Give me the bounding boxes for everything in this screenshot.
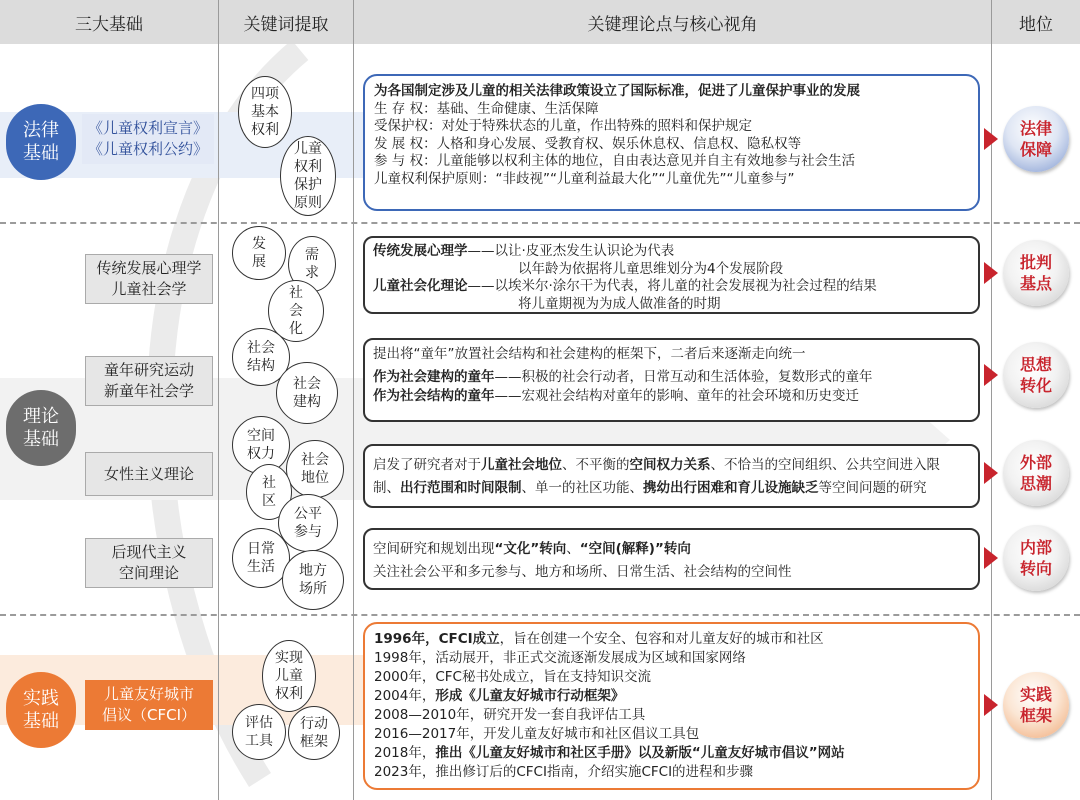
p3-a: 启发了研究者对于 — [373, 457, 481, 473]
status-practice-text: 实践框架 — [1019, 685, 1052, 725]
theory-panel2-text1: ——积极的社会行动者，日常互动和生活体验，复数形式的童年 — [494, 369, 873, 385]
keyword-fair-participation-text: 公平参与 — [294, 506, 322, 540]
keyword-social-status — [286, 440, 344, 498]
status-practice-framework — [1003, 672, 1069, 738]
keyword-social-status-text: 社会地位 — [301, 452, 329, 486]
term-constructed-childhood: 作为社会建构的童年 — [373, 369, 495, 385]
practice-timeline-panel — [363, 622, 980, 790]
theory-panel2-text2: ——宏观社会结构对童年的影响、童年的社会环境和历史变迁 — [494, 388, 859, 404]
theory-source-2 — [85, 356, 213, 406]
theory-source-1 — [85, 254, 213, 304]
keyword-needs-text: 需求 — [305, 247, 319, 281]
keyword-social-structure-text: 社会结构 — [247, 340, 275, 374]
timeline-2008-year: 2008—2010年， — [374, 707, 484, 723]
p3-h: 、单一的社区功能、 — [521, 480, 643, 496]
header-col-foundation: 三大基础 — [0, 0, 218, 44]
theory-panel1-text1a: ——以让·皮亚杰发生认识论为代表 — [467, 243, 675, 259]
theory-panel-childhood — [363, 338, 980, 422]
p3-j: 等空间问题的研究 — [818, 480, 927, 496]
theory-source-4-line2: 空间理论 — [118, 564, 179, 582]
p4-d: “空间(解释)”转向 — [579, 541, 691, 557]
law-line-2: 生 存 权：基础、生命健康、生活保障 — [374, 100, 599, 117]
practice-source-line1: 儿童友好城市 — [103, 685, 194, 703]
keyword-evaluation-tool — [232, 704, 286, 760]
theory-foundation-label — [6, 390, 76, 466]
status-critique-basis — [1003, 240, 1069, 306]
keyword-action-framework-text: 行动框架 — [300, 716, 328, 750]
theory-panel1-text1b: 以年龄为依据将儿童思维划分为4个发展阶段 — [518, 260, 784, 277]
keyword-fair-participation — [278, 494, 338, 552]
timeline-1996-year: 1996年， — [374, 631, 439, 647]
p3-f: 制、 — [373, 480, 400, 496]
timeline-2016 — [374, 725, 969, 744]
header-col-theory: 关键理论点与核心视角 — [354, 0, 991, 44]
law-foundation-label — [6, 104, 76, 180]
theory-panel-psychology — [363, 236, 980, 314]
keyword-realize-rights-text: 实现儿童权利 — [275, 650, 303, 702]
law-line-5: 参 与 权：儿童能够以权利主体的地位，自由表达意见并自主有效地参与社会生活 — [374, 153, 856, 169]
keyword-place — [282, 550, 344, 610]
theory-source-1-line1: 传统发展心理学 — [96, 259, 202, 277]
term-socialization-theory: 儿童社会化理论 — [373, 278, 468, 294]
law-line-4: 发 展 权：人格和身心发展、受教育权、娱乐休息权、信息权、隐私权等 — [374, 135, 802, 152]
theory-source-1-line2: 儿童社会学 — [111, 280, 187, 298]
p3-d: 空间权力关系 — [629, 457, 711, 473]
law-line-3: 受保护权：对处于特殊状态的儿童，作出特殊的照料和保护规定 — [374, 118, 752, 134]
theory-source-2-line2: 新童年社会学 — [103, 382, 194, 400]
theory-panel1-text2b: 将儿童期视为为成人做准备的时期 — [518, 295, 721, 312]
timeline-2008-text: 研究开发一套自我评估工具 — [483, 707, 646, 723]
status-internal-text: 内部转向 — [1019, 538, 1052, 578]
timeline-2018 — [374, 744, 969, 763]
status-thought-text: 思想转化 — [1019, 355, 1052, 395]
timeline-2000-text: CFC秘书处成立，旨在支持知识交流 — [435, 669, 651, 685]
theory-panel-postmodern — [363, 528, 980, 590]
term-structured-childhood: 作为社会结构的童年 — [373, 388, 495, 404]
keyword-development — [232, 226, 286, 280]
timeline-2023 — [374, 763, 969, 782]
timeline-2016-year: 2016—2017年， — [374, 726, 484, 742]
law-line-6: 儿童权利保护原则：“非歧视”“儿童利益最大化”“儿童优先”“儿童参与” — [374, 170, 795, 187]
p3-b: 儿童社会地位 — [481, 457, 562, 473]
practice-foundation-text: 实践基础 — [23, 688, 59, 732]
status-law-text: 法律保障 — [1019, 119, 1052, 159]
timeline-1996-text: ，旨在创建一个安全、包容和对儿童友好的城市和社区 — [499, 631, 824, 647]
p3-i: 携幼出行困难和育儿设施缺乏 — [643, 480, 819, 496]
header-col-status: 地位 — [992, 0, 1080, 44]
status-critique-text: 批判基点 — [1019, 253, 1052, 293]
timeline-2023-year: 2023年， — [374, 764, 436, 780]
keyword-social-construction — [276, 362, 338, 424]
timeline-2023-text: 推出修订后的CFCI指南，介绍实施CFCI的进程和步骤 — [435, 764, 754, 780]
keyword-evaluation-tool-text: 评估工具 — [245, 715, 273, 749]
p3-e: 、不恰当的空间组织、公共空间进入限 — [710, 457, 940, 473]
law-foundation-text: 法律基础 — [23, 120, 59, 164]
keyword-social-construction-text: 社会建构 — [293, 376, 321, 410]
divider-3 — [991, 0, 992, 800]
timeline-2016-text: 开发儿童友好城市和社区倡议工具包 — [483, 726, 700, 742]
p4-c: 、 — [566, 541, 580, 557]
divider-1 — [218, 0, 219, 800]
law-source-box — [82, 114, 214, 164]
theory-source-4-line1: 后现代主义 — [111, 543, 187, 561]
p3-g: 出行范围和时间限制 — [400, 480, 522, 496]
timeline-2018-year: 2018年， — [374, 745, 436, 761]
status-thought-transform — [1003, 342, 1069, 408]
p4-line2: 关注社会公平和多元参与、地方和场所、日常生活、社会结构的空间性 — [373, 564, 792, 580]
p4-b: “文化”转向 — [494, 541, 567, 557]
timeline-2004-year: 2004年， — [374, 688, 436, 704]
timeline-2004-bold: 形成《儿童友好城市行动框架》 — [435, 688, 625, 704]
theory-source-4 — [85, 538, 213, 588]
timeline-1998-text: 活动展开，非正式交流逐渐发展成为区域和国家网络 — [435, 650, 746, 666]
divider-2 — [353, 0, 354, 800]
law-source-line2: 《儿童权利公约》 — [87, 140, 208, 158]
theory-foundation-text: 理论基础 — [23, 406, 59, 450]
p3-c: 、不平衡的 — [562, 457, 630, 473]
keyword-development-text: 发展 — [252, 236, 266, 270]
keyword-space-power-text: 空间权力 — [247, 428, 275, 462]
keyword-four-rights — [238, 76, 292, 148]
timeline-2000-year: 2000年， — [374, 669, 436, 685]
theory-panel-feminism — [363, 444, 980, 508]
timeline-2000 — [374, 668, 969, 687]
keyword-community-text: 社区 — [262, 475, 276, 509]
row-separator-2 — [0, 614, 1080, 616]
timeline-1996 — [374, 630, 969, 649]
keyword-action-framework — [288, 706, 340, 760]
keyword-daily-life-text: 日常生活 — [247, 541, 275, 575]
p4-a: 空间研究和规划出现 — [373, 541, 495, 557]
status-external-trend — [1003, 440, 1069, 506]
theory-source-3 — [85, 452, 213, 496]
theory-source-2-line1: 童年研究运动 — [103, 361, 194, 379]
theory-panel2-line1: 提出将“童年”放置社会结构和社会建构的框架下，二者后来逐渐走向统一 — [373, 346, 806, 362]
theory-panel1-text2a: ——以埃米尔·涂尔干为代表，将儿童的社会发展视为社会过程的结果 — [467, 278, 877, 294]
law-line-1: 为各国制定涉及儿童的相关法律政策设立了国际标准，促进了儿童保护事业的发展 — [374, 83, 860, 99]
keyword-socialization-text: 社会化 — [289, 285, 303, 337]
practice-source-line2: 倡议（CFCI） — [102, 706, 196, 724]
theory-source-3-line1: 女性主义理论 — [103, 464, 194, 483]
keyword-realize-rights — [262, 640, 316, 712]
timeline-1996-bold: CFCI成立 — [438, 631, 500, 647]
header-col-keywords: 关键词提取 — [219, 0, 353, 44]
practice-source-box — [85, 680, 213, 730]
timeline-2008 — [374, 706, 969, 725]
keyword-protection-principle-text: 儿童权利保护原则 — [294, 141, 322, 211]
term-dev-psychology: 传统发展心理学 — [373, 243, 468, 259]
practice-foundation-label — [6, 672, 76, 748]
row-separator-1 — [0, 222, 1080, 224]
law-theory-panel — [363, 74, 980, 211]
keyword-place-text: 地方场所 — [299, 563, 327, 597]
timeline-2004 — [374, 687, 969, 706]
status-external-text: 外部思潮 — [1019, 453, 1052, 493]
timeline-2018-bold: 推出《儿童友好城市和社区手册》以及新版“儿童友好城市倡议”网站 — [435, 745, 845, 761]
keyword-protection-principle — [280, 136, 336, 216]
status-internal-turn — [1003, 525, 1069, 591]
law-source-line1: 《儿童权利宣言》 — [87, 119, 208, 137]
status-law-guarantee — [1003, 106, 1069, 172]
timeline-1998-year: 1998年， — [374, 650, 436, 666]
keyword-four-rights-text: 四项基本权利 — [251, 86, 279, 138]
timeline-1998 — [374, 649, 969, 668]
